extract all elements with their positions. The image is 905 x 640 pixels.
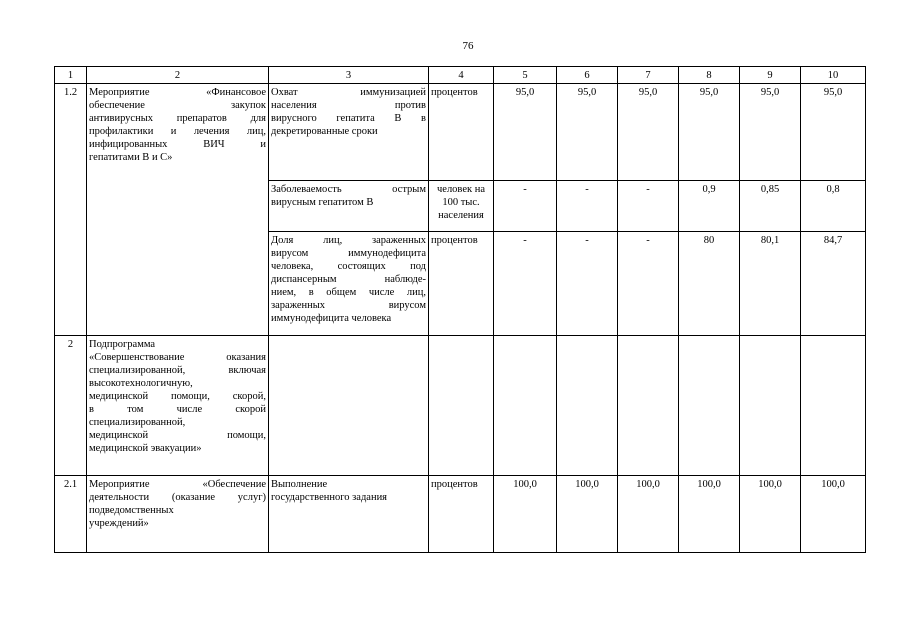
event-line: медицинской помощи, скорой, bbox=[89, 391, 266, 402]
event-line: гепатитами В и С» bbox=[89, 152, 173, 163]
empty-cell bbox=[269, 336, 429, 476]
value-cell: 0,9 bbox=[679, 181, 740, 232]
unit-line: человек на bbox=[437, 184, 485, 195]
header-cell: 8 bbox=[679, 67, 740, 84]
event-cell bbox=[87, 84, 269, 336]
header-cell: 7 bbox=[618, 67, 679, 84]
table-row bbox=[55, 336, 866, 476]
value-cell: - bbox=[494, 181, 557, 232]
event-line: в том числе скорой bbox=[89, 404, 266, 415]
event-cell bbox=[87, 336, 269, 476]
indicator-name-cell bbox=[269, 181, 429, 232]
empty-cell bbox=[618, 336, 679, 476]
empty-cell bbox=[557, 336, 618, 476]
value-cell: - bbox=[618, 232, 679, 336]
event-line: профилактики и лечения лиц, bbox=[89, 126, 266, 137]
event-line: инфицированных ВИЧ и bbox=[89, 139, 266, 150]
indicator-line: человека, состоящих под bbox=[271, 261, 426, 272]
unit-cell: процентов bbox=[429, 232, 494, 336]
event-line: медицинской помощи, bbox=[89, 430, 266, 441]
table-row bbox=[55, 84, 866, 181]
value-cell: 80,1 bbox=[740, 232, 801, 336]
event-line: антивирусных препаратов для bbox=[89, 113, 266, 124]
event-line: специализированной, bbox=[89, 417, 186, 428]
event-line: высокотехнологичную, bbox=[89, 378, 193, 389]
event-line: Мероприятие «Финансовое bbox=[89, 87, 266, 98]
value-cell: 95,0 bbox=[801, 84, 866, 181]
value-cell: 0,8 bbox=[801, 181, 866, 232]
value-cell: 100,0 bbox=[740, 476, 801, 553]
value-cell: - bbox=[618, 181, 679, 232]
header-cell: 4 bbox=[429, 67, 494, 84]
event-line: Мероприятие «Обеспечение bbox=[89, 479, 266, 490]
value-cell: 100,0 bbox=[618, 476, 679, 553]
value-cell: 100,0 bbox=[801, 476, 866, 553]
indicator-line: населения против bbox=[271, 100, 426, 111]
event-line: медицинской эвакуации» bbox=[89, 443, 202, 454]
header-cell: 5 bbox=[494, 67, 557, 84]
empty-cell bbox=[429, 336, 494, 476]
indicator-line: государственного задания bbox=[271, 492, 388, 503]
indicator-name-cell bbox=[269, 84, 429, 181]
unit-line: населения bbox=[438, 210, 484, 221]
indicator-line: Заболеваемость острым bbox=[271, 184, 426, 195]
value-cell: 100,0 bbox=[494, 476, 557, 553]
page-number: 76 bbox=[462, 40, 474, 52]
event-line: обеспечение закупок bbox=[89, 100, 266, 111]
indicator-line: вирусным гепатитом В bbox=[271, 197, 374, 208]
unit-cell: процентов bbox=[429, 84, 494, 181]
row-number: 2 bbox=[55, 336, 87, 476]
value-cell: 95,0 bbox=[494, 84, 557, 181]
value-cell: - bbox=[557, 181, 618, 232]
indicator-line: иммунодефицита человека bbox=[271, 313, 392, 324]
header-cell: 10 bbox=[801, 67, 866, 84]
indicator-line: Охват иммунизацией bbox=[271, 87, 426, 98]
value-cell: - bbox=[557, 232, 618, 336]
event-line: Подпрограмма bbox=[89, 339, 156, 350]
table-row bbox=[55, 476, 866, 553]
unit-line: 100 тыс. bbox=[442, 197, 480, 208]
event-line: подведомственных bbox=[89, 505, 174, 516]
unit-cell: процентов bbox=[429, 476, 494, 553]
empty-cell bbox=[679, 336, 740, 476]
header-cell: 1 bbox=[55, 67, 87, 84]
header-cell: 3 bbox=[269, 67, 429, 84]
row-number: 1.2 bbox=[55, 84, 87, 336]
indicator-table bbox=[54, 66, 866, 553]
event-line: учреждений» bbox=[89, 518, 149, 529]
indicator-line: диспансерным наблюде- bbox=[271, 274, 426, 285]
indicator-line: вирусом иммунодефицита bbox=[271, 248, 426, 259]
value-cell: 95,0 bbox=[618, 84, 679, 181]
table-header-row bbox=[55, 67, 866, 84]
indicator-name-cell bbox=[269, 476, 429, 553]
value-cell: 95,0 bbox=[740, 84, 801, 181]
value-cell: 100,0 bbox=[557, 476, 618, 553]
header-cell: 9 bbox=[740, 67, 801, 84]
empty-cell bbox=[740, 336, 801, 476]
event-cell bbox=[87, 476, 269, 553]
unit-cell bbox=[429, 181, 494, 232]
header-cell: 6 bbox=[557, 67, 618, 84]
indicator-line: зараженных вирусом bbox=[271, 300, 426, 311]
indicator-line: декретированные сроки bbox=[271, 126, 378, 137]
header-cell: 2 bbox=[87, 67, 269, 84]
indicator-line: Доля лиц, зараженных bbox=[271, 235, 426, 246]
value-cell: 0,85 bbox=[740, 181, 801, 232]
event-line: деятельности (оказание услуг) bbox=[89, 492, 266, 503]
value-cell: 80 bbox=[679, 232, 740, 336]
value-cell: 95,0 bbox=[557, 84, 618, 181]
row-number: 2.1 bbox=[55, 476, 87, 553]
empty-cell bbox=[494, 336, 557, 476]
indicator-name-cell bbox=[269, 232, 429, 336]
value-cell: 84,7 bbox=[801, 232, 866, 336]
value-cell: 100,0 bbox=[679, 476, 740, 553]
event-line: «Совершенствование оказания bbox=[89, 352, 266, 363]
indicator-line: Выполнение bbox=[271, 479, 328, 490]
indicator-line: нием, в общем числе лиц, bbox=[271, 287, 426, 298]
indicator-line: вирусного гепатита В в bbox=[271, 113, 426, 124]
event-line: специализированной, включая bbox=[89, 365, 266, 376]
value-cell: 95,0 bbox=[679, 84, 740, 181]
empty-cell bbox=[801, 336, 866, 476]
value-cell: - bbox=[494, 232, 557, 336]
